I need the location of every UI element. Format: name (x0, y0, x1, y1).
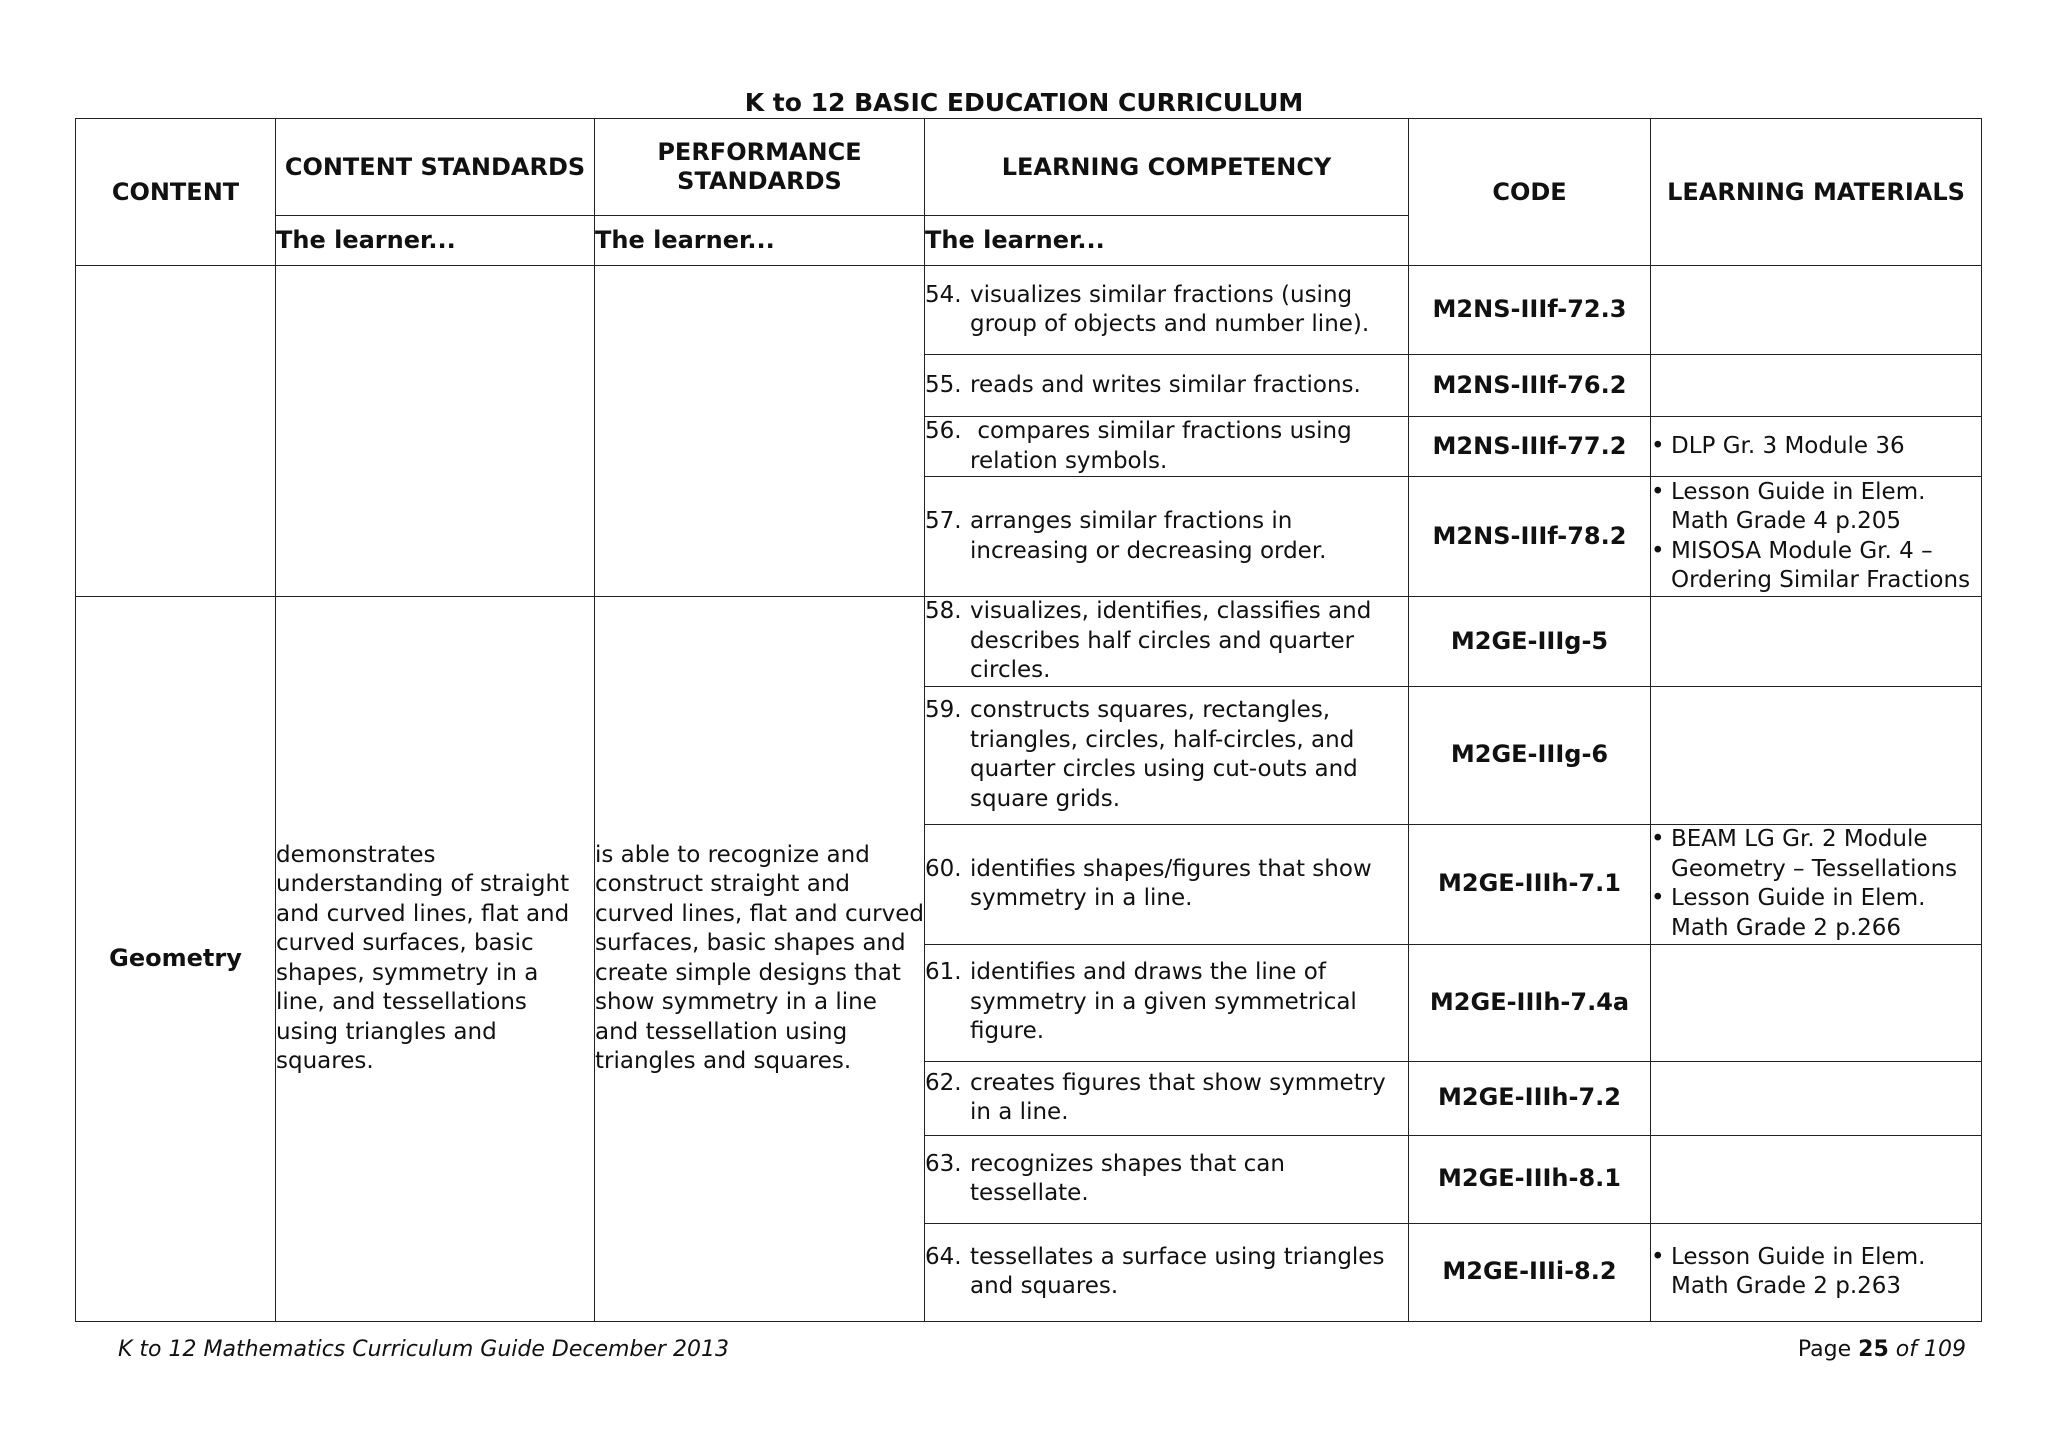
materials-cell (1651, 1223, 1982, 1321)
competency-text: identifies shapes/figures that show symmetry in a line. (970, 855, 1372, 911)
competency-text: compares similar fractions using relation symbols. (970, 418, 1360, 474)
competency-number: 63. (925, 1150, 962, 1177)
page-title: K to 12 BASIC EDUCATION CURRICULUM (744, 88, 1304, 117)
competency-text: creates figures that show symmetry in a line. (970, 1069, 1386, 1125)
competency-number: 64. (925, 1243, 962, 1270)
materials-cell (1651, 477, 1982, 597)
page-current: 25 (1858, 1337, 1889, 1362)
competency-number: 57. (925, 508, 962, 534)
competency-cell (925, 1135, 1409, 1223)
bullet-icon: • (1651, 432, 1665, 459)
competency-cell (925, 417, 1409, 477)
bullet-icon: • (1651, 826, 1665, 852)
competency-text: reads and writes similar fractions. (970, 371, 1361, 398)
competency-number: 62. (925, 1069, 962, 1096)
bullet-icon: • (1651, 537, 1665, 564)
materials-cell (1651, 417, 1982, 477)
empty-content-cell (76, 266, 276, 597)
code-cell: M2GE-IIIg-5 (1409, 597, 1651, 687)
materials-cell (1651, 824, 1982, 944)
competency-text: recognizes shapes that can tessellate. (970, 1150, 1285, 1206)
competency-text: constructs squares, rectangles, triangles, circles, half-circles, and quarter circles using cut-outs and square grids. (970, 697, 1358, 812)
competency-text: arranges similar fractions in increasing or decreasing order. (970, 508, 1327, 564)
bullet-icon: • (1651, 478, 1665, 505)
table-row (76, 266, 1982, 355)
content-standard-geometry: demonstrates understanding of straight and curved lines, flat and curved surfaces, basic shapes, symmetry in a line, and tessellations using triangles and squares. (276, 597, 595, 1322)
competency-cell (925, 1223, 1409, 1321)
competency-number: 55. (925, 371, 962, 398)
competency-number: 58. (925, 598, 962, 624)
page-label: Page (1797, 1337, 1852, 1362)
code-cell: M2GE-IIIh-7.1 (1409, 824, 1651, 944)
footer-document-title: K to 12 Mathematics Curriculum Guide December 2013 (118, 1337, 729, 1362)
header-content: CONTENT (76, 119, 276, 266)
competency-cell (925, 824, 1409, 944)
competency-cell (925, 266, 1409, 355)
content-geometry: Geometry (76, 597, 276, 1322)
header-performance-standards: PERFORMANCE STANDARDS (595, 119, 925, 216)
competency-cell (925, 597, 1409, 687)
materials-cell (1651, 355, 1982, 417)
empty-content-standard-cell (276, 266, 595, 597)
competency-number: 60. (925, 855, 962, 882)
code-cell: M2NS-IIIf-72.3 (1409, 266, 1651, 355)
curriculum-table (75, 118, 1982, 1322)
header-learning-materials: LEARNING MATERIALS (1651, 119, 1982, 266)
competency-number: 61. (925, 959, 962, 986)
bullet-icon: • (1651, 885, 1665, 911)
competency-cell (925, 944, 1409, 1061)
material-item: • MISOSA Module Gr. 4 – Ordering Similar Fractions (1651, 537, 1971, 593)
page-total: of 109 (1895, 1337, 1966, 1362)
code-cell: M2GE-IIIh-7.4a (1409, 944, 1651, 1061)
competency-text: tessellates a surface using triangles and squares. (970, 1243, 1385, 1299)
code-cell: M2GE-IIIg-6 (1409, 686, 1651, 824)
materials-cell (1651, 1061, 1982, 1135)
material-item: • Lesson Guide in Elem. Math Grade 4 p.205 (1651, 478, 1926, 534)
materials-cell (1651, 597, 1982, 687)
materials-cell (1651, 266, 1982, 355)
code-cell: M2NS-IIIf-77.2 (1409, 417, 1651, 477)
material-item: • Lesson Guide in Elem. Math Grade 2 p.266 (1651, 885, 1926, 941)
bullet-icon: • (1651, 1243, 1665, 1270)
header-content-standards: CONTENT STANDARDS (276, 119, 595, 216)
competency-cell (925, 477, 1409, 597)
code-cell: M2NS-IIIf-78.2 (1409, 477, 1651, 597)
performance-standard-geometry: is able to recognize and construct straight and curved lines, flat and curved surfaces, basic shapes and create simple designs that show symmetry in a line and tessellation using triangles and squares. (595, 597, 925, 1322)
materials-cell (1651, 686, 1982, 824)
learner-label-ps: The learner... (595, 216, 925, 266)
footer-page-number (1798, 1337, 1966, 1362)
competency-text: identifies and draws the line of symmetry in a given symmetrical figure. (970, 959, 1357, 1045)
competency-text: visualizes, identifies, classifies and describes half circles and quarter circles. (970, 598, 1372, 683)
competency-cell (925, 686, 1409, 824)
code-cell: M2GE-IIIi-8.2 (1409, 1223, 1651, 1321)
competency-number: 59. (925, 697, 962, 723)
material-item: • Lesson Guide in Elem. Math Grade 2 p.263 (1651, 1243, 1926, 1299)
competency-text: visualizes similar fractions (using group of objects and number line). (970, 281, 1370, 337)
competency-number: 54. (925, 281, 962, 308)
header-code: CODE (1409, 119, 1651, 266)
learner-label-lc: The learner... (925, 216, 1409, 266)
materials-cell (1651, 944, 1982, 1061)
competency-cell (925, 355, 1409, 417)
material-item: • BEAM LG Gr. 2 Module Geometry – Tessellations (1651, 826, 1958, 882)
learner-label-cs: The learner... (276, 216, 595, 266)
table-row (76, 597, 1982, 687)
empty-performance-standard-cell (595, 266, 925, 597)
competency-number: 56. (925, 418, 962, 444)
code-cell: M2GE-IIIh-8.1 (1409, 1135, 1651, 1223)
header-learning-competency: LEARNING COMPETENCY (925, 119, 1409, 216)
materials-cell (1651, 1135, 1982, 1223)
code-cell: M2NS-IIIf-76.2 (1409, 355, 1651, 417)
material-item: • DLP Gr. 3 Module 36 (1651, 432, 1981, 462)
competency-cell (925, 1061, 1409, 1135)
code-cell: M2GE-IIIh-7.2 (1409, 1061, 1651, 1135)
